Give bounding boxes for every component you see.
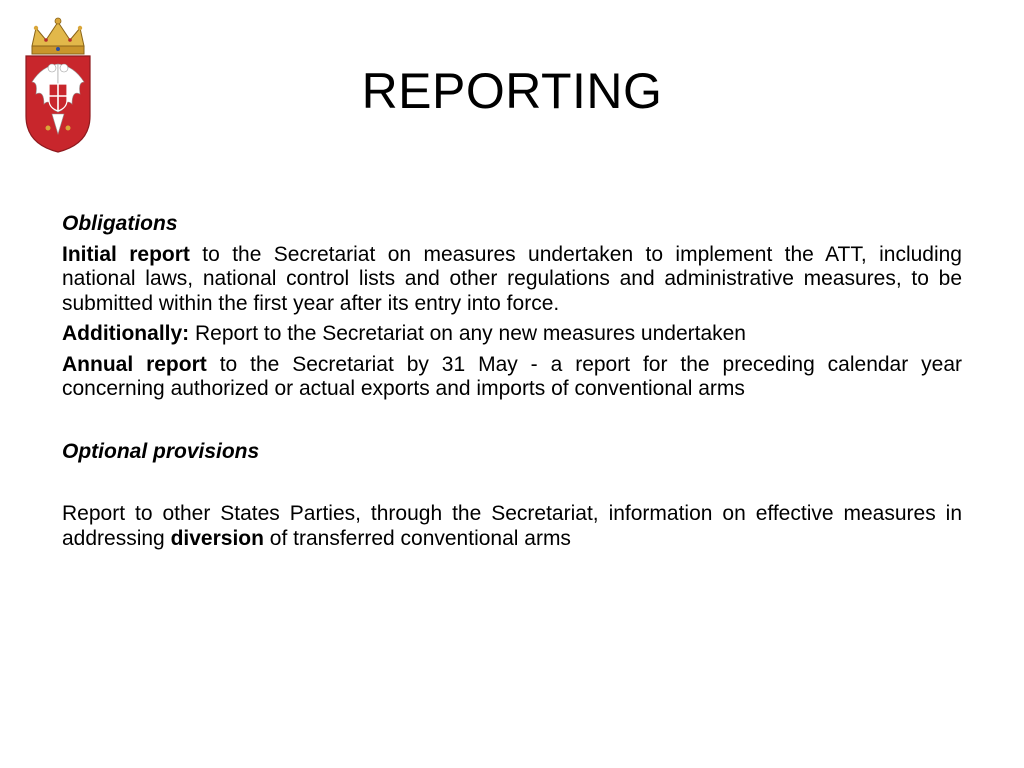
annual-report-paragraph <box>62 353 962 402</box>
crown-icon <box>32 18 84 54</box>
diversion-text-end: of transferred conventional arms <box>263 526 571 550</box>
diversion-keyword: diversion <box>170 526 264 550</box>
initial-report-text: to the Secretariat on measures undertaken to implement the ATT, including national laws, national control lists and other regulations and administrative measures, to be submitted within the first year after its entry into force. <box>62 242 962 315</box>
initial-report-paragraph <box>62 243 962 317</box>
additionally-paragraph <box>62 322 962 347</box>
obligations-heading: Obligations <box>62 212 178 235</box>
additionally-text: Report to the Secretariat on any new measures undertaken <box>189 322 746 345</box>
page-title: REPORTING <box>361 63 663 119</box>
annual-report-text: to the Secretariat by 31 May - a report for the preceding calendar year concerning authorized or actual exports and imports of conventional arms <box>62 352 963 400</box>
initial-report-label: Initial report <box>62 242 190 266</box>
diversion-paragraph <box>62 502 962 551</box>
slide-body <box>62 212 962 551</box>
annual-report-label: Annual report <box>62 352 207 376</box>
additionally-label: Additionally: <box>62 322 190 345</box>
optional-provisions-heading: Optional provisions <box>62 439 260 463</box>
diversion-text-start: Report to other States Parties, through the Secretariat, information on effective measures in addressing <box>62 502 962 550</box>
